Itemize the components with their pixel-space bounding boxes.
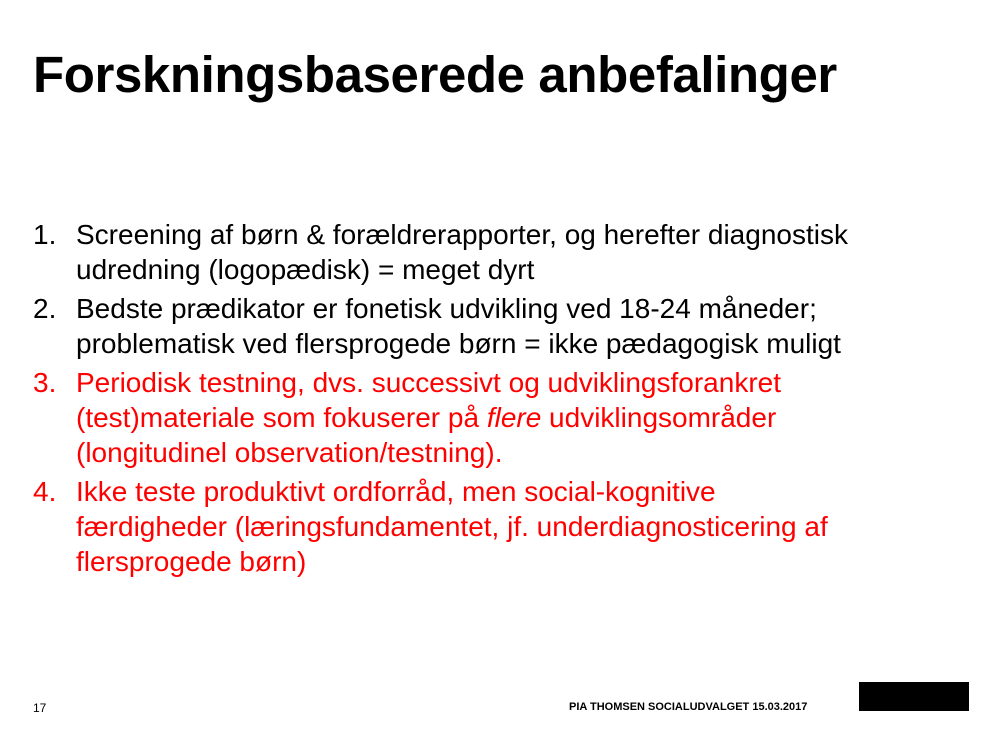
slide-title: Forskningsbaserede anbefalinger — [33, 46, 837, 103]
item-text-line: Ikke teste produktivt ordforråd, men social-kognitive — [76, 476, 716, 507]
recommendation-item-1 — [33, 217, 973, 287]
recommendation-item-4 — [33, 474, 973, 579]
recommendation-item-3 — [33, 365, 973, 470]
emphasized-word: flere — [486, 402, 542, 433]
item-text-line: Screening af børn & forældrerapporter, og herefter diagnostisk — [76, 219, 848, 250]
item-text-segment: udviklingsområder — [541, 402, 777, 433]
item-text-line: Bedste prædikator er fonetisk udvikling ved 18-24 måneder; — [76, 293, 817, 324]
footer-presenter-date: PIA THOMSEN SOCIALUDVALGET 15.03.2017 — [569, 701, 808, 713]
item-number: 2. — [33, 293, 57, 324]
item-text-line: flersprogede børn) — [76, 546, 307, 577]
item-text-line: problematisk ved flersprogede børn = ikke pædagogisk muligt — [76, 328, 841, 359]
item-number: 3. — [33, 367, 57, 398]
item-text-line: færdigheder (læringsfundamentet, jf. underdiagnosticering af — [76, 511, 828, 542]
recommendations-list — [33, 217, 973, 583]
item-number: 1. — [33, 219, 57, 250]
item-text-segment: (test)materiale som fokuserer på — [76, 402, 487, 433]
item-text-line: Periodisk testning, dvs. successivt og udviklingsforankret — [76, 367, 781, 398]
footer-block — [859, 682, 969, 711]
recommendation-item-2 — [33, 291, 973, 361]
item-text-line: udredning (logopædisk) = meget dyrt — [76, 254, 535, 285]
item-text-line: (longitudinel observation/testning). — [76, 437, 503, 468]
item-number: 4. — [33, 476, 57, 507]
item-text-line — [76, 400, 973, 435]
page-number: 17 — [33, 701, 47, 715]
